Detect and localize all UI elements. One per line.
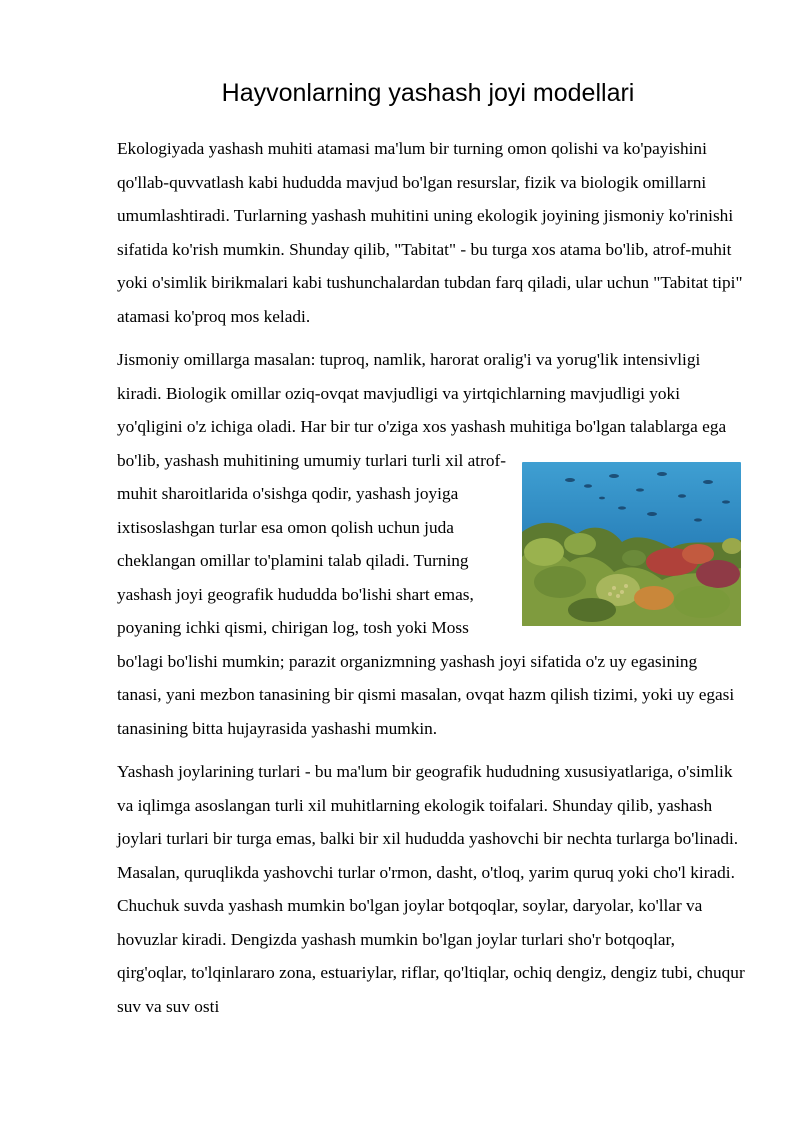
page-title: Hayvonlarning yashash joyi modellari: [221, 79, 635, 107]
paragraph-2-part-1: Jismoniy omillarga masalan: tuproq, namlik, harorat oralig'i va yorug'lik intensivligi kiradi. Biologik omillar oziq-ovqat mavjudligi va yirtqichlarning mavjudligi yoki yo'qligini o'z ichiga oladi. Har bir tur o'ziga xos yashash muhitiga: [117, 350, 701, 436]
paragraph-3: Yashash joylarining turlari - bu ma'lum bir geografik hududning xususiyatlariga, o'simlik va iqlimga asoslangan turli xil muhitlarning ekologik toifalari. Shunday qilib, yashash joylari turlari bir turga emas, balki bir xil hududda yashovchi bir nechta turlarga bo'linadi. Masalan, quruqlikda yashovchi turlar o'rmon, dasht, o'tloq, yarim quruq yoki cho'l kiradi. Chuchuk suvda yashash mumkin bo'lgan joylar botqoqlar, soylar, daryolar, ko'llar va hovuzlar kiradi. Dengizda yashash mumkin bo'lgan joylar turlari sho'r botqoqlar, qirg'oqlar, to'lqinlararo zona, estuariylar, riflar, qo'ltiqlar, ochiq dengiz, dengiz tubi, chuqur suv va suv osti: [117, 762, 745, 1016]
document-body: [117, 132, 745, 1033]
paragraph-1: Ekologiyada yashash muhiti atamasi ma'lum bir turning omon qolishi va ko'payishini qo'llab-quvvatlash kabi hududda mavjud bo'lgan resurslar, fizik va biologik omillarni umumlashtiradi. Turlarning yashash muhitini uning ekologik joyining jismoniy ko'rinishi sifatida ko'rish mumkin. Shunday qilib, "Tabitat" - bu turga xos atama bo'lib, atrof-muhit yoki o'simlik birikmalari kabi tushunchalardan tubdan farq qiladi, ular uchun "Tabitat tipi" atamasi ko'proq mos keladi.: [117, 139, 743, 326]
coral-reef-image: [522, 462, 741, 626]
paragraph-2: [117, 343, 745, 745]
coral-reef-photo-icon: [522, 462, 741, 626]
paragraph-2-part-2: bo'lgan talablarga ega bo'lib, yashash muhitining umumiy turlari turli xil atrof-muhit sharoitlarida o'sishga qodir, yashash joyiga ixtisoslashgan turlar esa omon qolish uchun juda cheklangan omillar to'plamini talab qiladi. Turning yashash joyi geografik hududda bo'lishi shart emas, poyaning ichki qismi, chirigan log, tosh yoki Moss bo'lagi bo'lishi mumkin; parazit organizmning yashash joyi sifatida o'z uy egasining tanasi, yani mezbon tanasining bir qismi masalan, ovqat hazm qilish tizimi, yoki uy egasi tanasining bitta hujayrasida yashashi mumkin.: [117, 417, 735, 738]
